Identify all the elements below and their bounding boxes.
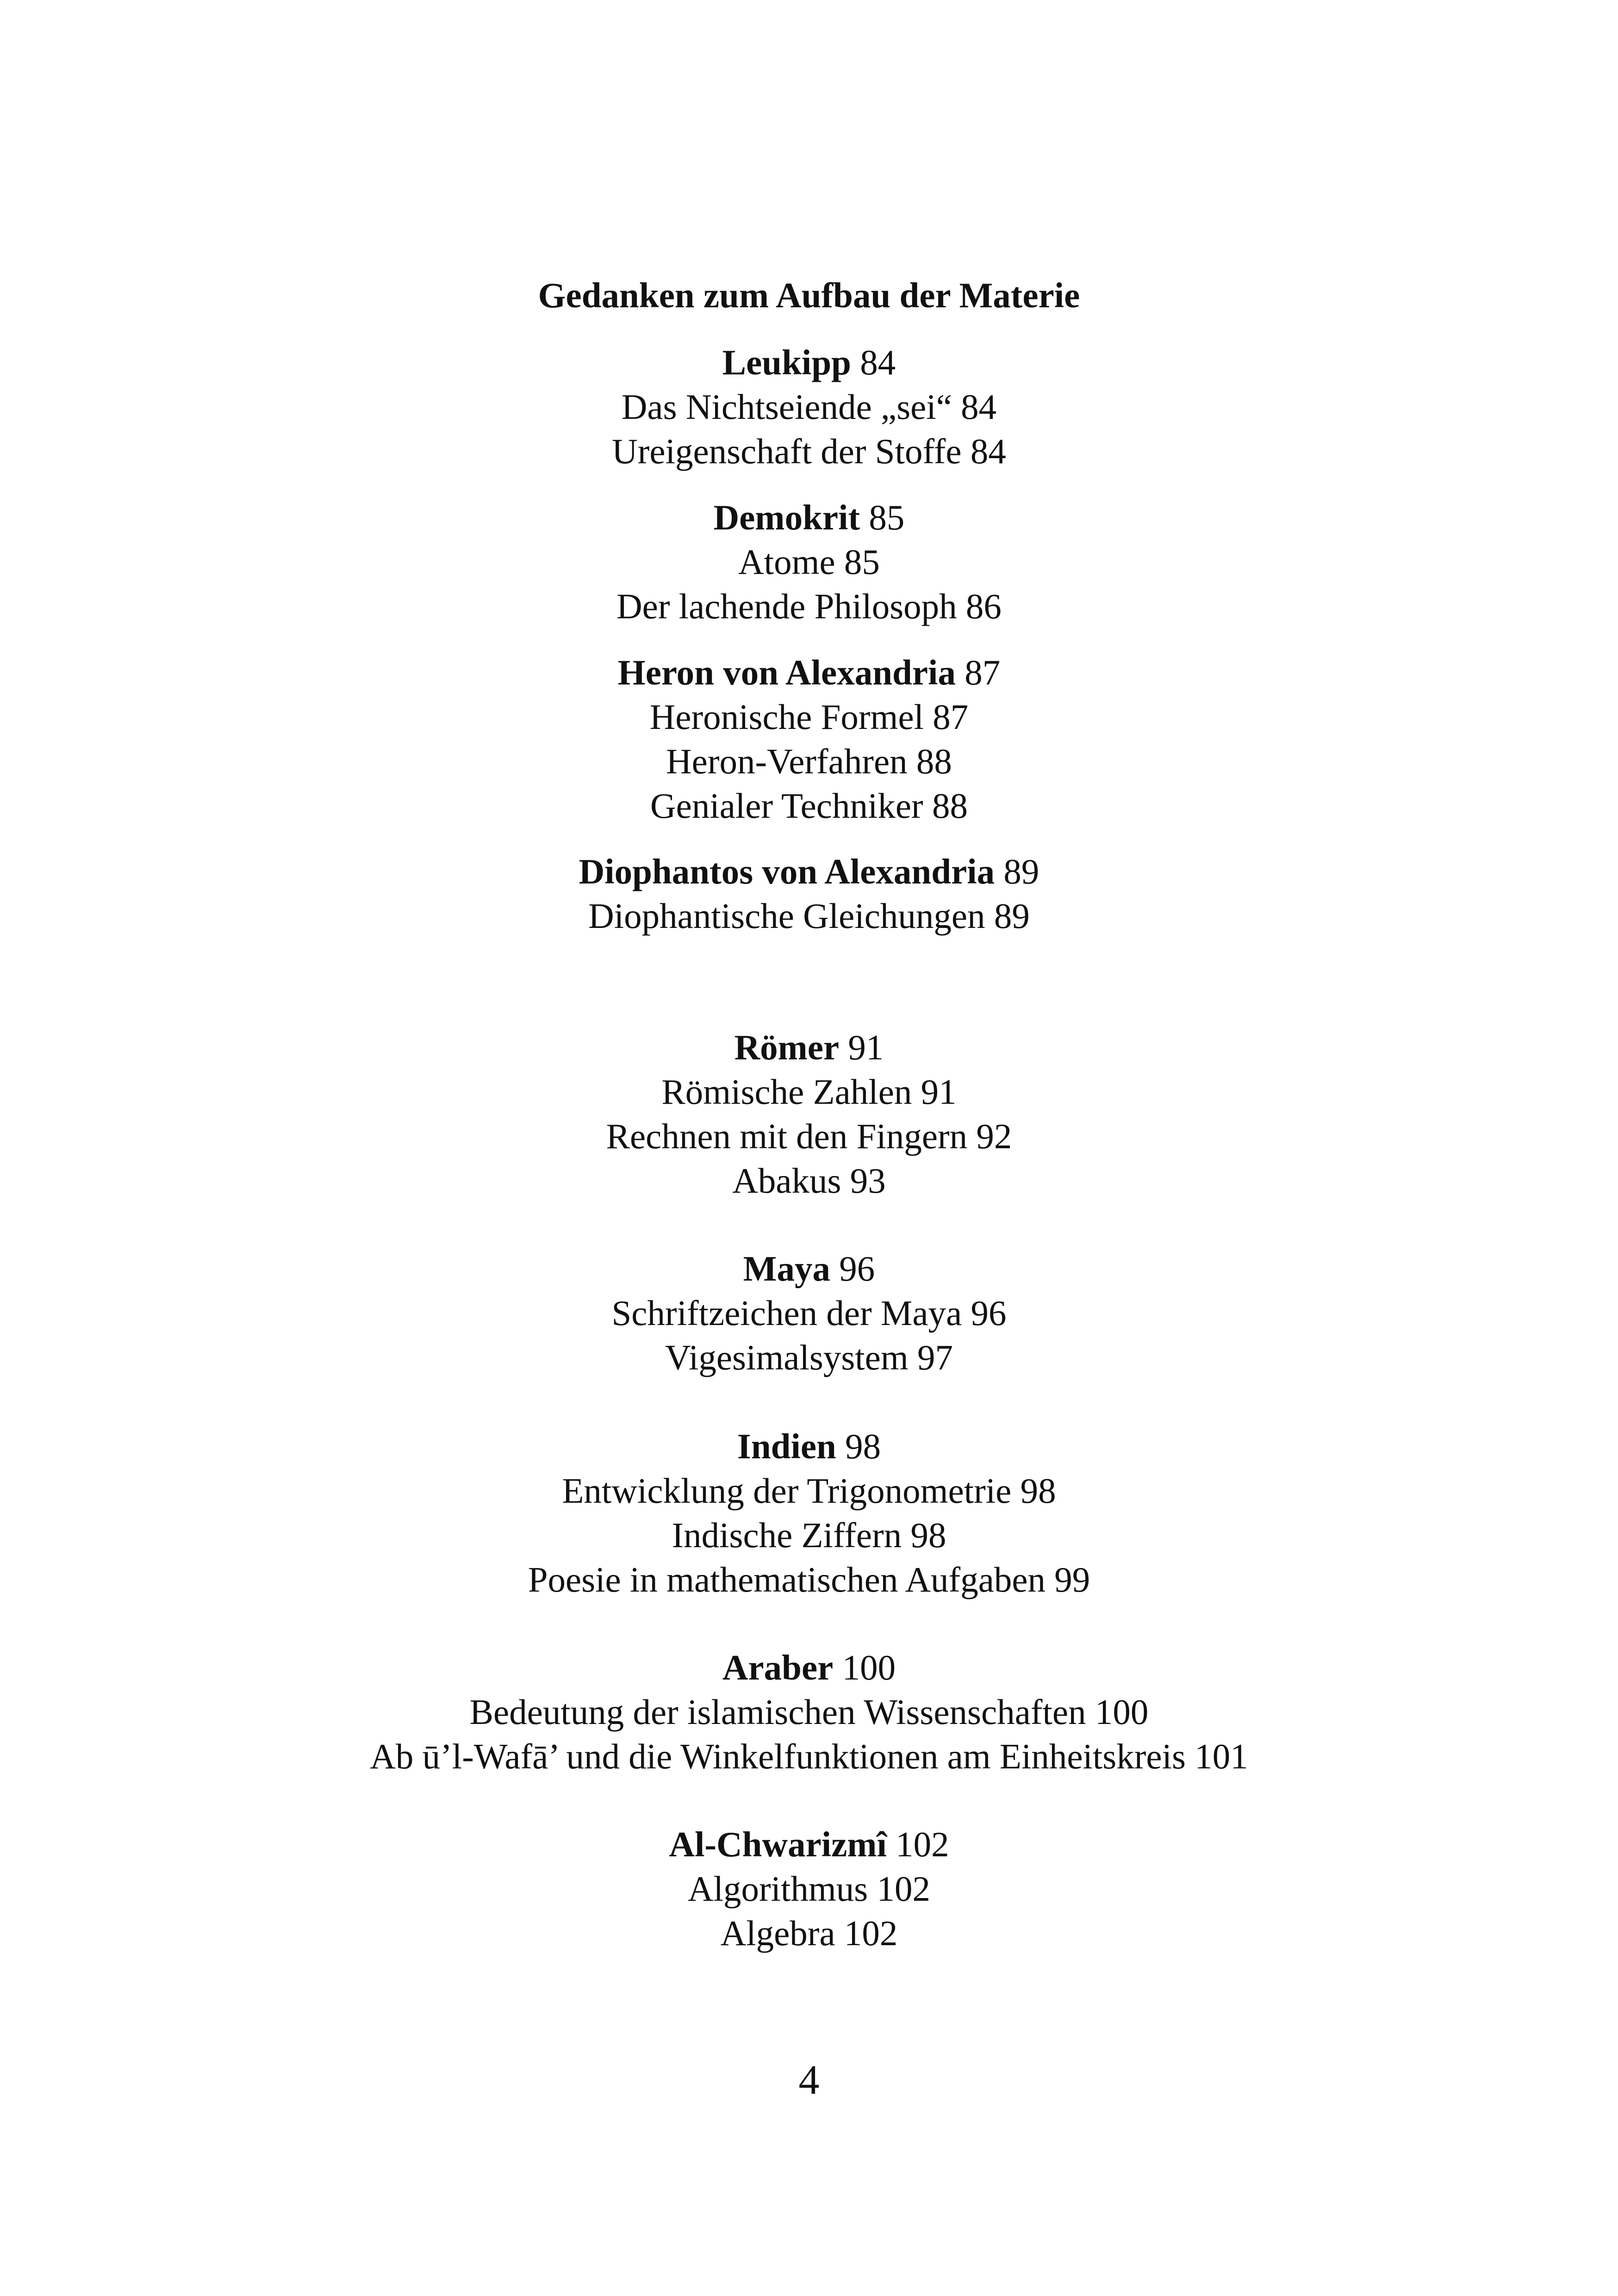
- toc-entry: Schriftzeichen der Maya 96: [611, 1293, 1007, 1333]
- heading-name: Leukipp: [722, 342, 851, 382]
- toc-entry: Heron-Verfahren 88: [666, 741, 952, 781]
- heading-name: Indien: [737, 1426, 836, 1466]
- toc-group-leukipp: [0, 340, 1618, 473]
- toc-group-demokrit: [0, 495, 1618, 628]
- toc-entry: Entwicklung der Trigonometrie 98: [562, 1471, 1056, 1511]
- toc-entry: Römische Zahlen 91: [661, 1072, 957, 1112]
- heading-name: Araber: [722, 1648, 834, 1687]
- toc-entry: Genialer Techniker 88: [650, 786, 968, 826]
- toc-entry: Ab ū’l-Wafā’ und die Winkelfunktionen am Einheitskreis 101: [370, 1736, 1248, 1776]
- heading-name: Demokrit: [713, 498, 860, 537]
- toc-group-al-chwarizmi: [0, 1822, 1618, 1955]
- toc-group-heron: [0, 650, 1618, 828]
- toc-entry: Ureigenschaft der Stoffe 84: [612, 431, 1006, 471]
- heading-page: 91: [848, 1027, 884, 1067]
- toc-entry: Der lachende Philosoph 86: [616, 586, 1002, 626]
- toc-group-diophantos: [0, 849, 1618, 938]
- heading-name: Heron von Alexandria: [617, 653, 956, 692]
- heading-page: 100: [842, 1648, 896, 1687]
- heading-page: 96: [839, 1249, 875, 1288]
- toc-entry: Diophantische Gleichungen 89: [588, 896, 1030, 936]
- heading-page: 84: [860, 342, 896, 382]
- toc-group-indien: [0, 1424, 1618, 1602]
- heading-name: Römer: [734, 1027, 840, 1067]
- heading-name: Al-Chwarizmî: [669, 1824, 887, 1864]
- toc-entry: Rechnen mit den Fingern 92: [606, 1116, 1012, 1156]
- toc-entry: Algebra 102: [720, 1913, 898, 1953]
- toc-heading: [0, 1822, 1618, 1867]
- heading-name: Maya: [743, 1249, 830, 1288]
- toc-heading: [0, 1025, 1618, 1070]
- toc-heading: [0, 340, 1618, 385]
- page-number: 4: [798, 2057, 820, 2103]
- toc-group-araber: [0, 1645, 1618, 1779]
- toc-heading: [0, 495, 1618, 540]
- toc-entry: Atome 85: [738, 542, 880, 582]
- section-title: Gedanken zum Aufbau der Materie: [538, 275, 1080, 315]
- heading-name: Diophantos von Alexandria: [579, 852, 995, 891]
- toc-heading: [0, 849, 1618, 894]
- toc-entry: Poesie in mathematischen Aufgaben 99: [528, 1560, 1090, 1599]
- toc-entry: Bedeutung der islamischen Wissenschaften 100: [469, 1692, 1149, 1732]
- toc-entry: Algorithmus 102: [687, 1869, 931, 1909]
- toc-group-roemer: [0, 1025, 1618, 1203]
- toc-entry: Abakus 93: [732, 1161, 886, 1201]
- heading-page: 98: [845, 1426, 881, 1466]
- toc-heading: [0, 650, 1618, 695]
- toc-entry: Indische Ziffern 98: [672, 1515, 946, 1555]
- toc-heading: [0, 1246, 1618, 1291]
- heading-page: 102: [896, 1824, 949, 1864]
- toc-group-maya: [0, 1246, 1618, 1380]
- toc-entry: Das Nichtseiende „sei“ 84: [621, 387, 997, 427]
- toc-entry: Heronische Formel 87: [649, 697, 969, 737]
- heading-page: 85: [869, 498, 905, 537]
- toc-heading: [0, 1424, 1618, 1468]
- heading-page: 87: [965, 653, 1001, 692]
- toc-entry: Vigesimalsystem 97: [665, 1338, 953, 1377]
- heading-page: 89: [1003, 852, 1039, 891]
- toc-heading: [0, 1645, 1618, 1690]
